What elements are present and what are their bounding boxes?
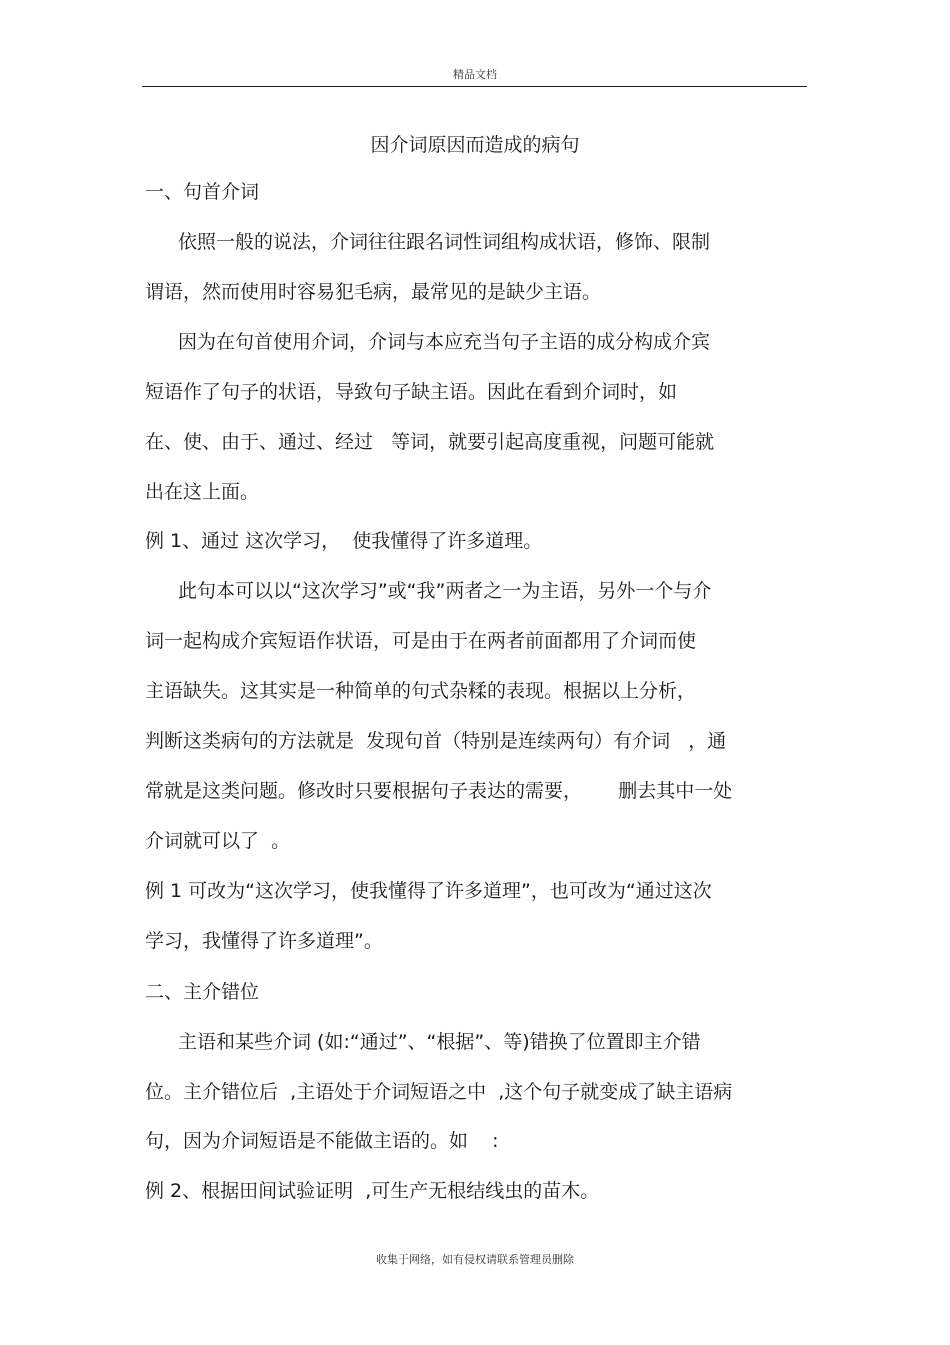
header-divider (142, 86, 807, 87)
paragraph-line: 学习，我懂得了许多道理”。 (145, 930, 383, 952)
paragraph-line: 在、使、由于、通过、经过 等词，就要引起高度重视，问题可能就 (145, 431, 715, 453)
example-line: 例 1、通过 这次学习， 使我懂得了许多道理。 (145, 530, 543, 552)
paragraph-line: 位。主介错位后 ,主语处于介词短语之中 ,这个句子就变成了缺主语病 (145, 1081, 733, 1103)
page-footer: 收集于网络，如有侵权请联系管理员删除 (376, 1253, 574, 1266)
paragraph-line: 词一起构成介宾短语作状语，可是由于在两者前面都用了介词而使 (145, 630, 697, 652)
paragraph-line: 主语和某些介词 (如:“通过”、“根据”、等)错换了位置即主介错 (178, 1031, 701, 1053)
section-heading-1: 一、句首介词 (145, 181, 260, 203)
paragraph-line: 依照一般的说法，介词往往跟名词性词组构成状语，修饰、限制 (178, 231, 711, 253)
paragraph-line: 因为在句首使用介词，介词与本应充当句子主语的成分构成介宾 (178, 331, 711, 353)
paragraph-line: 此句本可以以“这次学习”或“我”两者之一为主语，另外一个与介 (178, 580, 712, 602)
page-header-label: 精品文档 (453, 68, 497, 81)
paragraph-line: 出在这上面。 (145, 481, 260, 503)
paragraph-line: 短语作了句子的状语，导致句子缺主语。因此在看到介词时，如 (145, 381, 678, 403)
paragraph-line: 句，因为介词短语是不能做主语的。如 : (145, 1130, 499, 1152)
example-line: 例 2、根据田间试验证明 ,可生产无根结线虫的苗木。 (145, 1180, 600, 1202)
section-heading-2: 二、主介错位 (145, 981, 260, 1003)
paragraph-line: 介词就可以了 。 (145, 830, 291, 852)
paragraph-line: 判断这类病句的方法就是 发现句首（特别是连续两句）有介词 ，通 (145, 730, 727, 752)
paragraph-line: 谓语，然而使用时容易犯毛病，最常见的是缺少主语。 (145, 281, 602, 303)
document-title: 因介词原因而造成的病句 (370, 134, 580, 156)
paragraph-line: 例 1 可改为“这次学习，使我懂得了许多道理”，也可改为“通过这次 (145, 880, 712, 902)
paragraph-line: 主语缺失。这其实是一种简单的句式杂糅的表现。根据以上分析， (145, 680, 697, 702)
paragraph-line: 常就是这类问题。修改时只要根据句子表达的需要， 删去其中一处 (145, 780, 733, 802)
